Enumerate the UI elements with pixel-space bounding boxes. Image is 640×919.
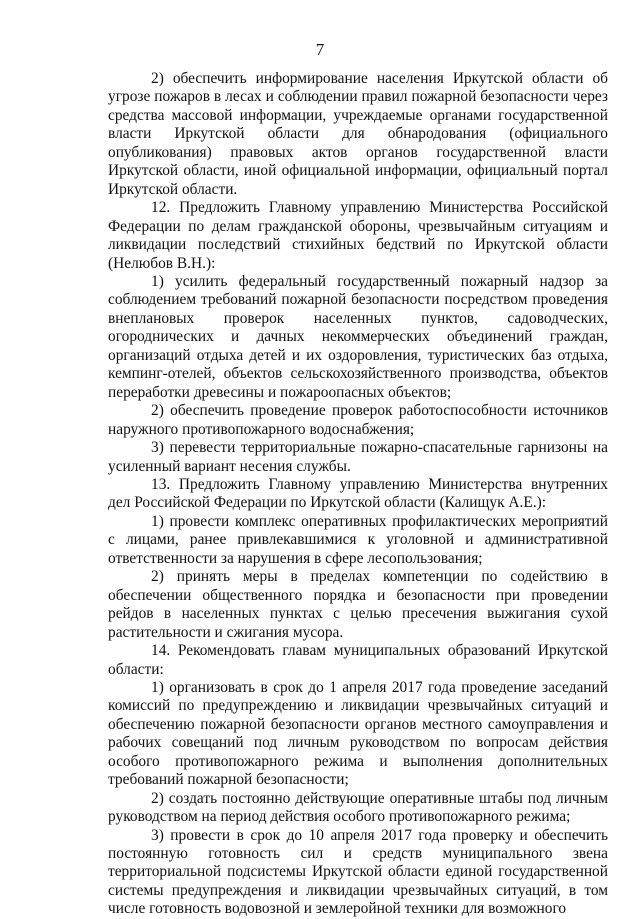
paragraph-section-12: 12. Предложить Главному управлению Министерства Российской Федерации по делам гражданской обороны, чрезвычайным ситуациям и ликвидации последствий стихийных бедствий по Иркутской области (Нелюбов В.Н.): bbox=[108, 199, 608, 272]
page-number: 7 bbox=[315, 40, 325, 59]
paragraph-item-3-garrisons: 3) перевести территориальные пожарно-спасательные гарнизоны на усиленный вариант несения службы. bbox=[108, 439, 608, 475]
paragraph-item-2-inform-population: 2) обеспечить информирование населения Иркутской области об угрозе пожаров в лесах и соблюдении правил пожарной безопасности через средства массовой информации, учреждаемые органами государственной власти Иркутской области для обнародования (официального опубликования) правовых актов органов государственной власти Иркутской области, иной официальной информации, официальный портал Иркутской области. bbox=[108, 70, 608, 198]
paragraph-item-2-water-supply-checks: 2) обеспечить проведение проверок работоспособности источников наружного противопожарного водоснабжения; bbox=[108, 402, 608, 438]
paragraph-item-1-fire-supervision: 1) усилить федеральный государственный пожарный надзор за соблюдением требований пожарной безопасности посредством проведения внеплановых проверок населенных пунктов, садоводческих, огороднических и дачных некоммерческих объединений граждан, организаций отдыха детей и их оздоровления, туристических баз отдыха, кемпинг-отелей, объектов сельскохозяйственного производства, объектов переработки древесины и пожароопасных объектов; bbox=[108, 272, 608, 401]
paragraph-section-13: 13. Предложить Главному управлению Министерства внутренних дел Российской Федерации по Иркутской области (Калищук А.Е.): bbox=[108, 475, 608, 512]
paragraph-item-1-commission-meetings: 1) организовать в срок до 1 апреля 2017 года проведение заседаний комиссий по предупреждению и ликвидации чрезвычайных ситуаций и обеспечению пожарной безопасности органов местного самоуправления и рабочих совещаний под личным руководством по вопросам действия особого противопожарного режима и выполнения дополнительных требований пожарной безопасности; bbox=[108, 678, 608, 789]
paragraph-item-2-operational-headquarters: 2) создать постоянно действующие оперативные штабы под личным руководством на период действия особого противопожарного режима; bbox=[108, 789, 608, 826]
paragraph-item-3-readiness-check: 3) провести в срок до 10 апреля 2017 года проверку и обеспечить постоянную готовность сил и средств муниципального звена территориальной подсистемы Иркутской области единой государственной системы предупреждения и ликвидации чрезвычайных ситуаций, в том числе готовность водовозной и землеройной техники для возможного bbox=[108, 826, 608, 918]
paragraph-item-1-preventive-measures: 1) провести комплекс оперативных профилактических мероприятий с лицами, ранее привлекавшимися к уголовной и административной ответственности за нарушения в сфере лесопользования; bbox=[108, 512, 608, 567]
paragraph-section-14: 14. Рекомендовать главам муниципальных образований Иркутской области: bbox=[108, 642, 608, 678]
document-body bbox=[108, 70, 608, 919]
paragraph-item-2-public-order: 2) принять меры в пределах компетенции по содействию в обеспечении общественного порядка и безопасности при проведении рейдов в населенных пунктах с целью пресечения выжигания сухой растительности и сжигания мусора. bbox=[108, 568, 608, 641]
